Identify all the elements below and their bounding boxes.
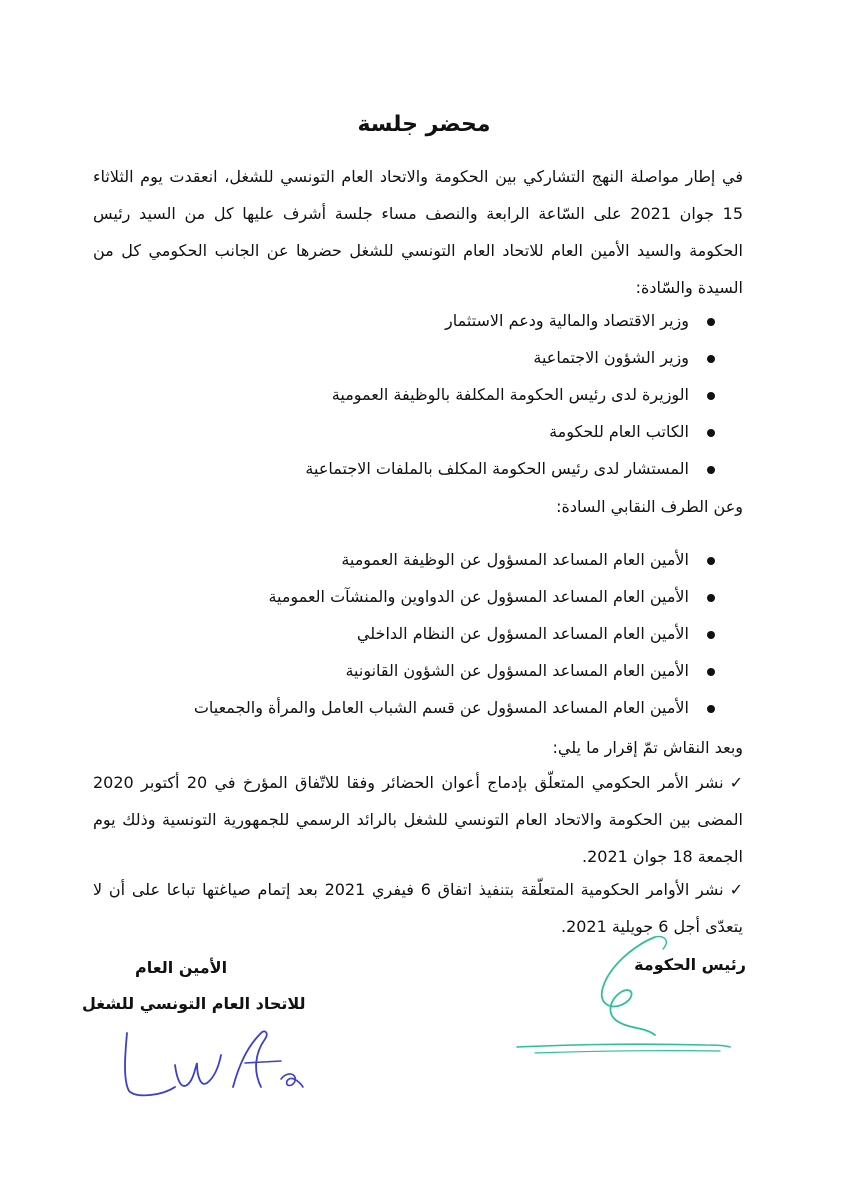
- attendee-label: وزير الشؤون الاجتماعية: [533, 348, 689, 367]
- decisions-heading: وبعد النقاش تمّ إقرار ما يلي:: [552, 738, 743, 757]
- list-item: [115, 578, 715, 615]
- decision-item: [93, 764, 743, 875]
- attendee-label: الوزيرة لدى رئيس الحكومة المكلفة بالوظيفة العمومية: [331, 385, 689, 404]
- attendee-label: وزير الاقتصاد والمالية ودعم الاستثمار: [445, 311, 689, 330]
- bullet-icon: [707, 429, 715, 437]
- bullet-icon: [707, 557, 715, 565]
- government-attendees-list: [115, 302, 715, 487]
- list-item: [115, 615, 715, 652]
- list-item: [115, 339, 715, 376]
- bullet-icon: [707, 705, 715, 713]
- list-item: [115, 652, 715, 689]
- union-signature-drawing: [115, 1025, 315, 1105]
- intro-paragraph: [93, 158, 743, 306]
- list-item: [115, 302, 715, 339]
- list-item: [115, 541, 715, 578]
- government-signature-drawing: [505, 925, 735, 1070]
- attendee-label: الكاتب العام للحكومة: [549, 422, 689, 441]
- list-item: [115, 450, 715, 487]
- attendee-label: الأمين العام المساعد المسؤول عن النظام الداخلي: [356, 624, 689, 643]
- attendee-label: الأمين العام المساعد المسؤول عن الشؤون القانونية: [345, 661, 689, 680]
- union-side-heading: وعن الطرف النقابي السادة:: [556, 497, 743, 516]
- government-signatory-title: رئيس الحكومة: [634, 955, 746, 974]
- union-organization-name: للاتحاد العام التونسي للشغل: [82, 994, 306, 1013]
- bullet-icon: [707, 355, 715, 363]
- union-attendees-list: [115, 541, 715, 726]
- attendee-label: المستشار لدى رئيس الحكومة المكلف بالملفات الاجتماعية: [305, 459, 689, 478]
- bullet-icon: [707, 594, 715, 602]
- bullet-icon: [707, 392, 715, 400]
- checkmark-icon: ✓: [729, 773, 744, 792]
- decision-text: نشر الأوامر الحكومية المتعلّقة بتنفيذ اتفاق 6 فيفري 2021 بعد إتمام صياغتها تباعا على أن لا يتعدّى أجل 6 جويلية 2021.: [93, 880, 743, 936]
- bullet-icon: [707, 668, 715, 676]
- union-signatory-title: الأمين العام: [135, 958, 228, 977]
- bullet-icon: [707, 466, 715, 474]
- document-title: محضر جلسة: [357, 112, 491, 137]
- attendee-label: الأمين العام المساعد المسؤول عن قسم الشباب العامل والمرأة والجمعيات: [193, 698, 689, 717]
- attendee-label: الأمين العام المساعد المسؤول عن الوظيفة العمومية: [341, 550, 689, 569]
- list-item: [115, 689, 715, 726]
- bullet-icon: [707, 631, 715, 639]
- intro-text: في إطار مواصلة النهج التشاركي بين الحكومة والاتحاد العام التونسي للشغل، انعقدت يوم الثلاثاء 15 جوان 2021 على السّاعة الرابعة والنصف مساء جلسة أشرف عليها كل من السيد رئيس الحكومة والسيد الأمين العام للاتحاد العام التونسي للشغل حضرها عن الجانب الحكومي كل من السيدة والسّادة:: [93, 167, 744, 297]
- list-item: [115, 413, 715, 450]
- attendee-label: الأمين العام المساعد المسؤول عن الدواوين والمنشآت العمومية: [268, 587, 689, 606]
- checkmark-icon: ✓: [729, 880, 744, 899]
- list-item: [115, 376, 715, 413]
- bullet-icon: [707, 318, 715, 326]
- decision-text: نشر الأمر الحكومي المتعلّق بإدماج أعوان الحضائر وفقا للاتّفاق المؤرخ في 20 أكتوبر 2020 المضى بين الحكومة والاتحاد العام التونسي للشغل بالرائد الرسمي للجمهورية التونسية وذلك يوم الجمعة 18 جوان 2021.: [93, 773, 743, 866]
